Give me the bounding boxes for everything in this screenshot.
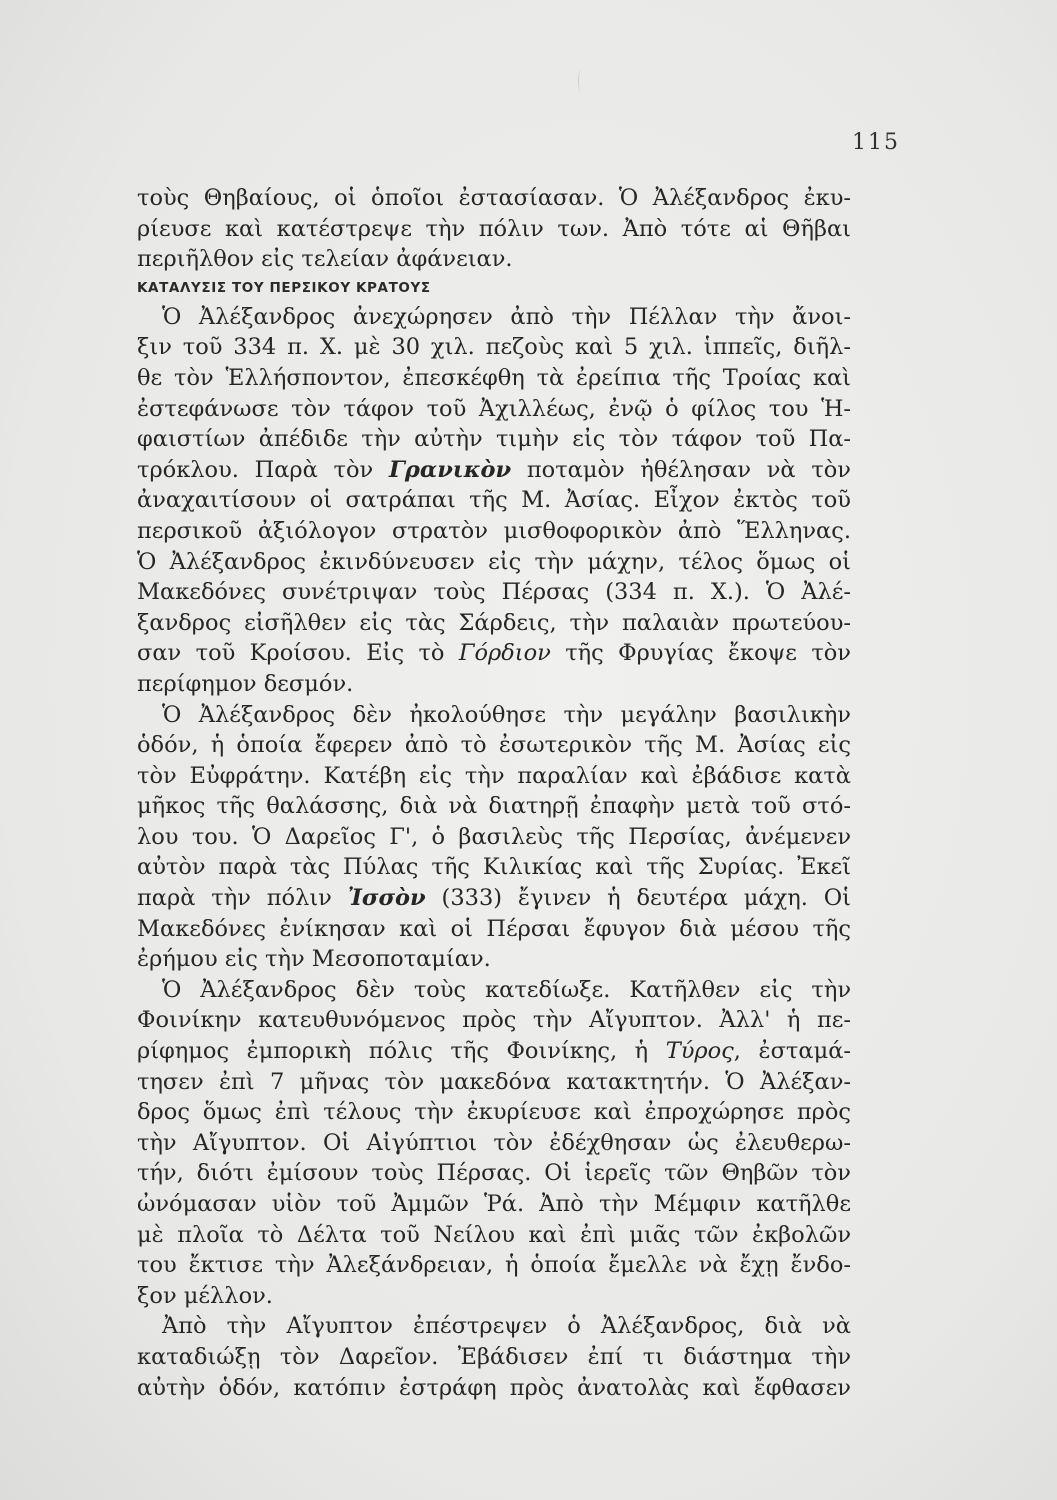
text-line: Ὁ Ἀλέξανδρος ἐκινδύνευσεν εἰς τὴν μάχην, τέλος ὅμως οἱ — [137, 548, 851, 575]
text-run: σαν τοῦ Κροίσου. Εἰς τὸ — [137, 640, 459, 667]
text-line: ρίευσε καὶ κατέστρεψε τὴν πόλιν των. Ἀπὸ τότε αἱ Θῆβαι — [137, 215, 851, 242]
text-line: μὲ πλοῖα τὸ Δέλτα τοῦ Νείλου καὶ ἐπὶ μιᾶς τῶν ἐκβολῶν — [137, 1221, 851, 1248]
river-name-granikos: Γρανικὸν — [388, 456, 512, 483]
text-run: (333) ἔγινεν ἡ δευτέρα μάχη. Οἱ — [425, 885, 851, 912]
text-run: ποταμὸν ἠθέλησαν νὰ τὸν — [511, 456, 851, 483]
text-line: ὁδόν, ἡ ὁποία ἔφερεν ἀπὸ τὸ ἐσωτερικὸν τῆς Μ. Ἀσίας εἰς — [137, 732, 851, 759]
text-line: τὴν Αἴγυπτον. Οἱ Αἰγύπτιοι τὸν ἐδέχθησαν ὡς ἐλευθερω- — [137, 1129, 851, 1156]
text-line: καταδιώξῃ τὸν Δαρεῖον. Ἐβάδισεν ἐπί τι διάστημα τὴν — [137, 1343, 851, 1370]
body-text — [137, 183, 851, 1403]
text-line: περίφημον δεσμόν. — [137, 670, 354, 697]
section-heading: ΚΑΤΑΛΥΣΙΣ ΤΟΥ ΠΕΡΣΙΚΟΥ ΚΡΑΤΟΥΣ — [137, 279, 431, 296]
text-line: περιῆλθον εἰς τελείαν ἀφάνειαν. — [137, 246, 513, 273]
text-line: Ἀπὸ τὴν Αἴγυπτον ἐπέστρεψεν ὁ Ἀλέξανδρος, διὰ νὰ — [162, 1313, 851, 1340]
text-line: ξον μέλλον. — [137, 1282, 273, 1309]
text-line — [137, 1036, 851, 1067]
text-line: τήν, διότι ἐμίσουν τοὺς Πέρσας. Οἱ ἱερεῖς τῶν Θηβῶν τὸν — [137, 1160, 851, 1187]
text-line: ἀναχαιτίσουν οἱ σατράπαι τῆς Μ. Ἀσίας. Εἶχον ἐκτὸς τοῦ — [137, 487, 851, 514]
text-line: θε τὸν Ἑλλήσποντον, ἐπεσκέφθη τὰ ἐρείπια τῆς Τροίας καὶ — [137, 364, 851, 391]
text-line: ξιν τοῦ 334 π. Χ. μὲ 30 χιλ. πεζοὺς καὶ 5 χιλ. ἱππεῖς, διῆλ- — [137, 334, 851, 361]
text-line: τοὺς Θηβαίους, οἱ ὁποῖοι ἐστασίασαν. Ὁ Ἀλέξανδρος ἐκυ- — [137, 185, 851, 211]
text-run: παρὰ τὴν πόλιν — [137, 885, 348, 912]
text-line: ἐρήμου εἰς τὴν Μεσοποταμίαν. — [137, 946, 491, 973]
text-line: μῆκος τῆς θαλάσσης, διὰ νὰ διατηρῇ ἐπαφὴν μετὰ τοῦ στό- — [137, 793, 851, 820]
text-run: τρόκλου. Παρὰ τὸν — [137, 456, 389, 483]
text-line: Φοινίκην κατευθυνόμενος πρὸς τὴν Αἴγυπτον. Ἀλλ' ἡ πε- — [137, 1007, 851, 1034]
text-line — [137, 883, 851, 914]
paper-mark — [578, 70, 583, 92]
text-line: αὐτὸν παρὰ τὰς Πύλας τῆς Κιλικίας καὶ τῆς Συρίας. Ἐκεῖ — [137, 854, 851, 881]
text-line — [137, 638, 851, 669]
city-name-issos: Ἰσσὸν — [347, 885, 426, 912]
text-line: Ὁ Ἀλέξανδρος δὲν τοὺς κατεδίωξε. Κατῆλθεν εἰς τὴν — [162, 976, 851, 1003]
text-line: αὐτὴν ὁδόν, κατόπιν ἐστράφη πρὸς ἀνατολὰς καὶ ἔφθασεν — [137, 1374, 851, 1401]
text-line: Ὁ Ἀλέξανδρος δὲν ἠκολούθησε τὴν μεγάλην βασιλικὴν — [162, 701, 851, 728]
text-line — [137, 455, 851, 486]
text-run: τῆς Φρυγίας ἔκοψε τὸν — [550, 640, 851, 667]
text-line: Μακεδόνες ἐνίκησαν καὶ οἱ Πέρσαι ἔφυγον διὰ μέσου τῆς — [137, 915, 851, 942]
text-line: τησεν ἐπὶ 7 μῆνας τὸν μακεδόνα κατακτητήν. Ὁ Ἀλέξαν- — [137, 1068, 851, 1095]
city-name-tyros: Τύρος — [665, 1038, 734, 1065]
text-line: περσικοῦ ἀξιόλογον στρατὸν μισθοφορικὸν ἀπὸ Ἕλληνας. — [137, 517, 851, 544]
place-name-gordion: Γόρδιον — [458, 640, 551, 667]
text-line: του ἔκτισε τὴν Ἀλεξάνδρειαν, ἡ ὁποία ἔμελλε νὰ ἔχῃ ἔνδο- — [137, 1252, 851, 1279]
text-line: λου του. Ὁ Δαρεῖος Γ', ὁ βασιλεὺς τῆς Περσίας, ἀνέμενεν — [137, 823, 851, 850]
text-line: φαιστίων ἀπέδιδε τὴν αὐτὴν τιμὴν εἰς τὸν τάφον τοῦ Πα- — [137, 426, 851, 453]
text-run: ρίφημος ἐμπορικὴ πόλις τῆς Φοινίκης, ἡ — [137, 1038, 666, 1065]
text-line: Ὁ Ἀλέξανδρος ἀνεχώρησεν ἀπὸ τὴν Πέλλαν τὴν ἄνοι- — [162, 303, 851, 330]
page-number: 115 — [852, 130, 900, 155]
text-line: ὠνόμασαν υἱὸν τοῦ Ἀμμῶν Ῥά. Ἀπὸ τὴν Μέμφιν κατῆλθε — [137, 1191, 851, 1217]
text-line: ξανδρος εἰσῆλθεν εἰς τὰς Σάρδεις, τὴν παλαιὰν πρωτεύου- — [137, 609, 851, 636]
text-line: ἐστεφάνωσε τὸν τάφον τοῦ Ἀχιλλέως, ἐνῷ ὁ φίλος του Ἡ- — [137, 395, 851, 422]
text-line: Μακεδόνες συνέτριψαν τοὺς Πέρσας (334 π. Χ.). Ὁ Ἀλέ- — [137, 579, 851, 606]
text-line: τὸν Εὐφράτην. Κατέβη εἰς τὴν παραλίαν καὶ ἐβάδισε κατὰ — [137, 762, 851, 789]
text-line: δρος ὅμως ἐπὶ τέλους τὴν ἐκυρίευσε καὶ ἐπροχώρησε πρὸς — [137, 1099, 851, 1126]
text-run: , ἐσταμά- — [733, 1038, 851, 1065]
